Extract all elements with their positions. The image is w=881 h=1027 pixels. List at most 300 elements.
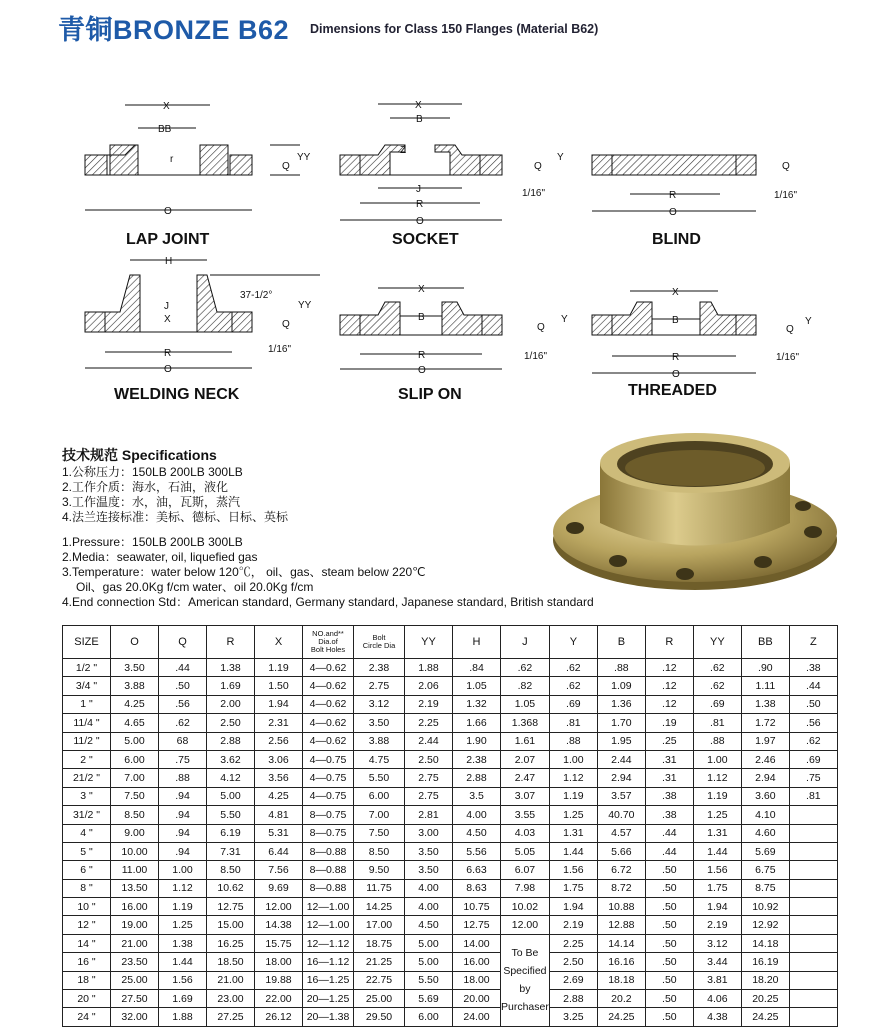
table-cell: 4.57 xyxy=(597,824,645,842)
table-cell xyxy=(789,824,837,842)
table-body xyxy=(63,659,838,1027)
table-cell: .12 xyxy=(645,677,693,695)
spec-line-en: 3.Temperature：water below 120℃， oil、gas、steam below 220℃ xyxy=(62,565,426,579)
table-cell: 4.25 xyxy=(255,787,303,805)
table-cell: 1.56 xyxy=(549,861,597,879)
table-cell: 1.19 xyxy=(159,898,207,916)
table-cell: 2.75 xyxy=(354,677,405,695)
table-cell: 4.25 xyxy=(111,695,159,713)
table-cell xyxy=(789,898,837,916)
table-cell: 1.00 xyxy=(549,750,597,768)
table-cell: .94 xyxy=(159,787,207,805)
table-cell: .81 xyxy=(549,714,597,732)
table-row xyxy=(63,861,838,879)
table-row xyxy=(63,806,838,824)
spec-line-cn: 1.公称压力：150LB 200LB 300LB xyxy=(62,465,243,479)
table-cell: 3 " xyxy=(63,787,111,805)
page-subtitle: Dimensions for Class 150 Flanges (Material B62) xyxy=(310,22,599,36)
table-cell: 14 " xyxy=(63,934,111,952)
table-cell: .50 xyxy=(645,898,693,916)
table-cell: 8—0.75 xyxy=(303,824,354,842)
table-cell: 6.00 xyxy=(354,787,405,805)
table-cell: 12—1.00 xyxy=(303,898,354,916)
diagram-lap-joint xyxy=(85,101,311,248)
table-cell: .62 xyxy=(159,714,207,732)
table-cell: .19 xyxy=(645,714,693,732)
table-cell: 5.50 xyxy=(354,769,405,787)
table-cell: 19.88 xyxy=(255,971,303,989)
table-cell: 8 " xyxy=(63,879,111,897)
spec-line-en: Oil、gas 20.0Kg f/cm water、oil 20.0Kg f/cm xyxy=(76,580,314,594)
table-cell: 3.25 xyxy=(549,1008,597,1026)
table-cell: 6.63 xyxy=(453,861,501,879)
table-cell: 1.44 xyxy=(693,842,741,860)
table-cell: .94 xyxy=(159,842,207,860)
table-cell: .50 xyxy=(645,1008,693,1026)
table-cell: .90 xyxy=(741,659,789,677)
table-cell xyxy=(789,806,837,824)
table-cell: 18.50 xyxy=(207,953,255,971)
table-row xyxy=(63,953,838,971)
table-cell: 1.12 xyxy=(549,769,597,787)
table-cell: 1.05 xyxy=(501,695,550,713)
table-cell: 8—0.88 xyxy=(303,861,354,879)
table-cell: 2.75 xyxy=(405,787,453,805)
table-cell: 4.00 xyxy=(405,879,453,897)
table-cell: 6 " xyxy=(63,861,111,879)
table-cell: 23.00 xyxy=(207,990,255,1008)
table-cell: 11.00 xyxy=(111,861,159,879)
table-cell: .62 xyxy=(549,677,597,695)
dim-label: O xyxy=(418,365,426,376)
dim-label: O xyxy=(416,216,424,227)
table-cell: 18.75 xyxy=(354,934,405,952)
spec-line-cn: 4.法兰连接标准：美标、德标、日标、英标 xyxy=(62,510,289,524)
table-cell: .50 xyxy=(645,971,693,989)
table-cell: 1.56 xyxy=(159,971,207,989)
table-cell: 1.94 xyxy=(255,695,303,713)
specifications xyxy=(62,448,594,610)
table-cell: 5.56 xyxy=(453,842,501,860)
table-cell: 9.00 xyxy=(111,824,159,842)
diagram-threaded xyxy=(592,287,812,399)
table-cell: 10.92 xyxy=(741,898,789,916)
table-cell: 12—1.12 xyxy=(303,934,354,952)
table-row xyxy=(63,732,838,750)
table-cell: 27.50 xyxy=(111,990,159,1008)
diagram-slip-on xyxy=(340,284,568,403)
table-cell: 10.88 xyxy=(597,898,645,916)
table-cell: 1.00 xyxy=(159,861,207,879)
table-cell: .44 xyxy=(645,824,693,842)
table-cell: 14.00 xyxy=(453,934,501,952)
table-cell: 3.56 xyxy=(255,769,303,787)
table-cell xyxy=(789,861,837,879)
table-cell: 3.12 xyxy=(693,934,741,952)
table-cell: 7.56 xyxy=(255,861,303,879)
table-cell: 1.12 xyxy=(693,769,741,787)
table-cell: 8.50 xyxy=(111,806,159,824)
table-cell: 8.72 xyxy=(597,879,645,897)
table-cell: 1/2 " xyxy=(63,659,111,677)
specifications-heading: 技术规范 Specifications xyxy=(62,447,217,463)
dim-label: BB xyxy=(158,124,172,135)
table-cell: 5.69 xyxy=(405,990,453,1008)
table-cell: 12 " xyxy=(63,916,111,934)
table-cell: 21.00 xyxy=(207,971,255,989)
table-cell: .38 xyxy=(645,787,693,805)
table-cell: 19.00 xyxy=(111,916,159,934)
table-cell: 8.75 xyxy=(741,879,789,897)
dim-label: Y xyxy=(557,152,564,163)
dim-label: 1/16" xyxy=(776,352,800,363)
table-cell: .50 xyxy=(159,677,207,695)
dim-label: B xyxy=(416,114,423,125)
table-cell: 12.75 xyxy=(207,898,255,916)
table-cell: 1.31 xyxy=(693,824,741,842)
table-cell: 7.50 xyxy=(354,824,405,842)
table-cell: 4 " xyxy=(63,824,111,842)
table-cell: 17.00 xyxy=(354,916,405,934)
table-cell: .82 xyxy=(501,677,550,695)
table-row xyxy=(63,824,838,842)
table-cell: 2.31 xyxy=(255,714,303,732)
table-cell: 1.69 xyxy=(207,677,255,695)
table-row xyxy=(63,750,838,768)
table-cell: .38 xyxy=(645,806,693,824)
table-cell: 5.31 xyxy=(255,824,303,842)
table-cell: 1.97 xyxy=(741,732,789,750)
table-cell: 1.61 xyxy=(501,732,550,750)
column-header: Z xyxy=(789,626,837,659)
table-cell: .88 xyxy=(549,732,597,750)
spec-line-cn: 2.工作介质：海水，石油，液化 xyxy=(62,480,229,494)
table-cell xyxy=(789,916,837,934)
table-cell: 1.25 xyxy=(693,806,741,824)
diagram-label: THREADED xyxy=(628,382,717,399)
table-cell: 29.50 xyxy=(354,1008,405,1026)
column-header: B xyxy=(597,626,645,659)
table-cell: 2.47 xyxy=(501,769,550,787)
table-cell: 1 " xyxy=(63,695,111,713)
table-cell: .62 xyxy=(549,659,597,677)
table-cell: 8.50 xyxy=(207,861,255,879)
table-cell: 6.07 xyxy=(501,861,550,879)
table-cell: 2.44 xyxy=(597,750,645,768)
table-cell: 4.12 xyxy=(207,769,255,787)
table-cell: 1.31 xyxy=(549,824,597,842)
dim-label: O xyxy=(164,206,172,217)
table-cell: 1.19 xyxy=(693,787,741,805)
dim-label: Q xyxy=(282,161,290,172)
table-cell xyxy=(789,879,837,897)
table-cell: .75 xyxy=(159,750,207,768)
table-cell: 20—1.38 xyxy=(303,1008,354,1026)
table-cell: .69 xyxy=(789,750,837,768)
table-cell: 4—0.62 xyxy=(303,677,354,695)
dim-label: H xyxy=(165,256,173,267)
table-cell: .62 xyxy=(693,659,741,677)
table-cell: 10.62 xyxy=(207,879,255,897)
table-cell: .31 xyxy=(645,750,693,768)
table-cell: 4.00 xyxy=(405,898,453,916)
table-cell: 20.2 xyxy=(597,990,645,1008)
table-cell: 2.07 xyxy=(501,750,550,768)
table-cell: .62 xyxy=(693,677,741,695)
table-cell: 22.75 xyxy=(354,971,405,989)
table-cell: 6.75 xyxy=(741,861,789,879)
table-cell: 1.25 xyxy=(159,916,207,934)
table-cell: .12 xyxy=(645,659,693,677)
table-row xyxy=(63,934,838,952)
table-cell: 22.00 xyxy=(255,990,303,1008)
table-cell: 9.50 xyxy=(354,861,405,879)
table-cell: 1.05 xyxy=(453,677,501,695)
column-header: Y xyxy=(549,626,597,659)
table-cell: 2.44 xyxy=(405,732,453,750)
dim-label: O xyxy=(669,207,677,218)
dim-label: B xyxy=(418,312,425,323)
table-cell: 20 " xyxy=(63,990,111,1008)
table-cell: .94 xyxy=(159,824,207,842)
table-cell: 12.92 xyxy=(741,916,789,934)
table-row xyxy=(63,714,838,732)
table-cell: 3.81 xyxy=(693,971,741,989)
table-cell: 16 " xyxy=(63,953,111,971)
table-cell: 24.25 xyxy=(741,1008,789,1026)
table-cell: 3.60 xyxy=(741,787,789,805)
dim-label: 1/16" xyxy=(268,344,292,355)
table-cell: 68 xyxy=(159,732,207,750)
table-cell: 8.50 xyxy=(354,842,405,860)
flange-diagrams xyxy=(0,90,881,420)
table-cell: 24.25 xyxy=(597,1008,645,1026)
table-cell: 8—0.75 xyxy=(303,806,354,824)
table-cell: 4—0.62 xyxy=(303,732,354,750)
table-cell: 3.07 xyxy=(501,787,550,805)
diagram-label: BLIND xyxy=(652,231,701,248)
table-cell: 6.19 xyxy=(207,824,255,842)
table-cell: 26.12 xyxy=(255,1008,303,1026)
table-cell: 1.32 xyxy=(453,695,501,713)
table-cell: 6.00 xyxy=(111,750,159,768)
dim-label: R xyxy=(418,350,426,361)
table-cell: 2.25 xyxy=(549,934,597,952)
dim-label: Q xyxy=(782,161,790,172)
column-header: SIZE xyxy=(63,626,111,659)
table-cell xyxy=(789,1008,837,1026)
dim-label: R xyxy=(416,199,424,210)
column-header: NO.and** Dia.of Bolt Holes xyxy=(303,626,354,659)
table-cell: 2 " xyxy=(63,750,111,768)
table-cell: 3.50 xyxy=(405,842,453,860)
table-cell: 3.5 xyxy=(453,787,501,805)
table-cell: 8—0.88 xyxy=(303,879,354,897)
column-header: Q xyxy=(159,626,207,659)
table-cell: 4.81 xyxy=(255,806,303,824)
table-cell: 32.00 xyxy=(111,1008,159,1026)
column-header: BB xyxy=(741,626,789,659)
column-header: Bolt Circle Dia xyxy=(354,626,405,659)
page-title: 青铜BRONZE B62 xyxy=(58,15,290,45)
table-cell: 5.69 xyxy=(741,842,789,860)
table-cell: .44 xyxy=(159,659,207,677)
table-cell: 4.65 xyxy=(111,714,159,732)
table-cell: 3/4 " xyxy=(63,677,111,695)
table-cell: 2.69 xyxy=(549,971,597,989)
dim-label: Q xyxy=(786,324,794,335)
table-cell: 2.88 xyxy=(549,990,597,1008)
diagram-socket xyxy=(340,100,564,248)
dim-label: YY xyxy=(297,152,311,163)
table-cell: 1.19 xyxy=(549,787,597,805)
table-cell: .50 xyxy=(645,916,693,934)
table-cell: 5.66 xyxy=(597,842,645,860)
table-cell: .84 xyxy=(453,659,501,677)
table-cell: 2.19 xyxy=(405,695,453,713)
dim-label: R xyxy=(669,190,677,201)
table-cell: 10.75 xyxy=(453,898,501,916)
table-row xyxy=(63,769,838,787)
table-cell: .50 xyxy=(645,934,693,952)
column-header: X xyxy=(255,626,303,659)
table-cell xyxy=(789,842,837,860)
table-cell: .25 xyxy=(645,732,693,750)
table-cell: 16—1.25 xyxy=(303,971,354,989)
table-cell: 2.50 xyxy=(405,750,453,768)
table-cell xyxy=(789,990,837,1008)
table-cell: 3.12 xyxy=(354,695,405,713)
dim-label: O xyxy=(164,364,172,375)
table-cell: 10.00 xyxy=(111,842,159,860)
table-cell: 14.14 xyxy=(597,934,645,952)
table-cell: 1.75 xyxy=(549,879,597,897)
table-cell: .88 xyxy=(693,732,741,750)
table-cell: 23.50 xyxy=(111,953,159,971)
table-cell: 4.06 xyxy=(693,990,741,1008)
table-cell: 1.38 xyxy=(741,695,789,713)
table-cell: 8—0.88 xyxy=(303,842,354,860)
dim-label: Y xyxy=(561,314,568,325)
diagram-label: SLIP ON xyxy=(398,386,462,403)
table-cell: 2.46 xyxy=(741,750,789,768)
table-cell: 4—0.75 xyxy=(303,750,354,768)
table-cell: 1.56 xyxy=(693,861,741,879)
diagram-label: SOCKET xyxy=(392,231,459,248)
table-row xyxy=(63,916,838,934)
table-cell: 14.38 xyxy=(255,916,303,934)
table-cell: 2.75 xyxy=(405,769,453,787)
table-cell: 40.70 xyxy=(597,806,645,824)
table-cell: 18.00 xyxy=(453,971,501,989)
table-cell: 18 " xyxy=(63,971,111,989)
table-cell: 2.50 xyxy=(549,953,597,971)
table-cell: .56 xyxy=(159,695,207,713)
table-cell: 11/2 " xyxy=(63,732,111,750)
table-cell xyxy=(789,953,837,971)
dim-label: YY xyxy=(298,300,312,311)
table-cell: 4—0.75 xyxy=(303,769,354,787)
table-cell: 4.50 xyxy=(405,916,453,934)
table-cell: 14.25 xyxy=(354,898,405,916)
table-cell: 1.44 xyxy=(159,953,207,971)
table-cell: 1.12 xyxy=(159,879,207,897)
bronze-flange-photo xyxy=(545,428,845,598)
table-cell: 5.00 xyxy=(405,934,453,952)
table-cell: 1.19 xyxy=(255,659,303,677)
table-cell: .62 xyxy=(789,732,837,750)
table-cell: 1.66 xyxy=(453,714,501,732)
diagram-label: WELDING NECK xyxy=(114,386,240,403)
table-cell: 24.00 xyxy=(453,1008,501,1026)
table-header-row xyxy=(63,626,838,659)
table-row xyxy=(63,677,838,695)
table-cell: 16.16 xyxy=(597,953,645,971)
table-cell: 2.19 xyxy=(693,916,741,934)
table-cell: 20—1.25 xyxy=(303,990,354,1008)
table-cell: 25.00 xyxy=(354,990,405,1008)
table-cell: 31/2 " xyxy=(63,806,111,824)
table-cell: 4.38 xyxy=(693,1008,741,1026)
table-cell: .56 xyxy=(789,714,837,732)
dim-label: J xyxy=(416,184,421,195)
table-cell: 4.10 xyxy=(741,806,789,824)
table-cell: 12.75 xyxy=(453,916,501,934)
column-header: H xyxy=(453,626,501,659)
table-cell: 1.75 xyxy=(693,879,741,897)
table-cell: 10 " xyxy=(63,898,111,916)
table-cell: 1.69 xyxy=(159,990,207,1008)
table-cell: 1.88 xyxy=(405,659,453,677)
table-cell: 11.75 xyxy=(354,879,405,897)
table-row xyxy=(63,787,838,805)
table-cell: 1.94 xyxy=(549,898,597,916)
table-cell: 15.75 xyxy=(255,934,303,952)
table-cell: 4—0.75 xyxy=(303,787,354,805)
table-cell: 2.25 xyxy=(405,714,453,732)
table-cell: 1.90 xyxy=(453,732,501,750)
dim-label: X xyxy=(415,100,422,111)
table-cell: .75 xyxy=(789,769,837,787)
table-cell: .62 xyxy=(501,659,550,677)
table-cell: 3.57 xyxy=(597,787,645,805)
column-header: R xyxy=(207,626,255,659)
table-cell: 1.25 xyxy=(549,806,597,824)
table-cell: 5.50 xyxy=(207,806,255,824)
dim-label: 1/16" xyxy=(774,190,798,201)
table-cell: 4.00 xyxy=(453,806,501,824)
table-cell: 5.00 xyxy=(207,787,255,805)
table-cell: 16.19 xyxy=(741,953,789,971)
dim-label: 37-1/2° xyxy=(240,290,273,301)
table-cell: 2.56 xyxy=(255,732,303,750)
dim-label: Y xyxy=(805,316,812,327)
table-cell: 2.50 xyxy=(207,714,255,732)
table-cell: 4—0.62 xyxy=(303,659,354,677)
table-cell: 18.18 xyxy=(597,971,645,989)
table-cell: 1.38 xyxy=(159,934,207,952)
table-row xyxy=(63,971,838,989)
table-cell: 12.88 xyxy=(597,916,645,934)
table-cell: 27.25 xyxy=(207,1008,255,1026)
table-cell: 4.50 xyxy=(453,824,501,842)
column-header: R xyxy=(645,626,693,659)
dim-label: R xyxy=(164,348,172,359)
table-cell: 7.98 xyxy=(501,879,550,897)
table-cell: 8.63 xyxy=(453,879,501,897)
table-cell: .12 xyxy=(645,695,693,713)
table-cell: 18.00 xyxy=(255,953,303,971)
